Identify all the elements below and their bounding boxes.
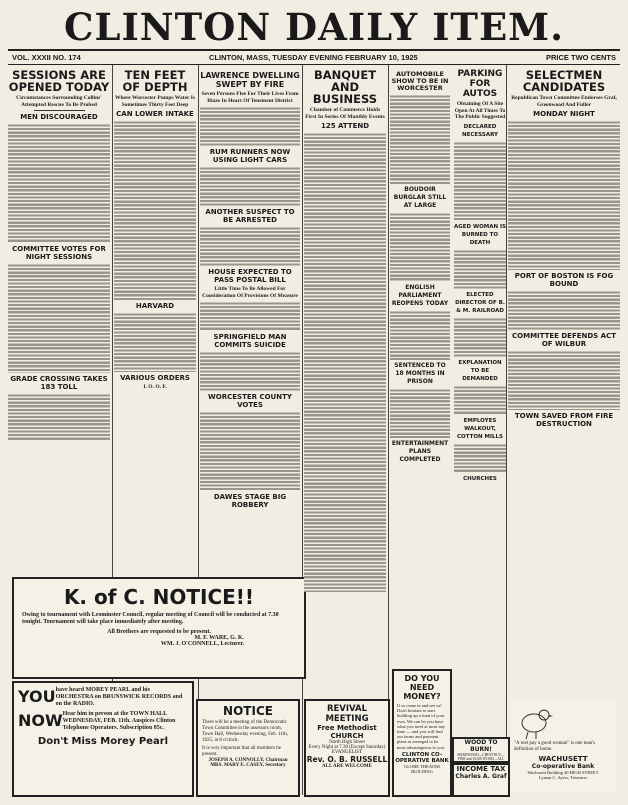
wood-ad [452,737,510,763]
sub-parliament: ENGLISH PARLIAMENT REOPENS TODAY [391,284,449,307]
column-5b [454,69,506,791]
bank-quote: "A reel pay a good woman" is one man's definition of home. [514,741,596,752]
article-text [200,166,300,206]
bank-name: Lyman C. Ayers, Treasurer [538,775,588,780]
kofc-sig1: M. F. WARE, G. K. [194,635,244,641]
article-text [390,212,450,282]
article-text [200,411,300,491]
columns [8,65,620,795]
bank-org2: Co-operative Bank [531,763,595,770]
article-text [8,123,110,243]
volume-number: VOL. XXXII NO. 174 [12,53,81,62]
sub-boudoir: BOUDOIR BURGLAR STILL AT LARGE [393,186,447,209]
wachusett-bank-ad [510,699,616,793]
article-text [304,132,386,592]
article-text [200,226,300,266]
deck-ten-feet: Where Worcester Pumps Water Is Sometimes Thirty Feet Deep [114,95,196,108]
headline-auto-show: AUTOMOBILE SHOW TO BE IN WORCESTER [391,70,449,92]
article-text [200,351,300,391]
column-2 [114,69,196,565]
bird-illustration-icon [514,701,554,741]
sub-aged-woman: AGED WOMAN IS BURNED TO DEATH [454,223,506,246]
notice-sig2: MRS. MARY E. CASEY, Secretary [210,763,286,768]
sub-another-suspect: ANOTHER SUSPECT TO BE ARRESTED [205,208,295,224]
article-text [114,312,196,372]
article-text [454,443,506,473]
article-text [454,141,506,221]
deck-postal-bill: Little Time To Be Allowed For Consideration Of Provisions Of Measure [202,286,298,299]
sub-town-saved: TOWN SAVED FROM FIRE DESTRUCTION [514,412,614,428]
sub-ioof: I. O. O. F. [143,384,167,390]
headline-selectmen: SELECTMEN CANDIDATES [522,69,606,94]
headline-parking: PARKING FOR AUTOS [457,69,503,99]
article-text [390,388,450,438]
headline-ten-feet: TEN FEET OF DEPTH [122,69,188,94]
kofc-line: All Brothers are requested to be present. [107,629,211,635]
article-text [508,290,620,330]
deck-parking: Obtaining Of A Site Open At All Times To The Public Suggested [454,101,506,120]
morey-text2: Hear him in person at the TOWN HALL WEDNESDAY, FEB. 11th. Auspices Clinton Telephone Operators. Subscription 85c. [62,711,176,731]
sub-monday-night: MONDAY NIGHT [533,110,595,118]
revival-title: REVIVAL MEETING [325,704,369,724]
morey-now: NOW [18,711,63,730]
article-text [8,393,110,441]
column-3 [200,69,300,695]
tax-title: INCOME TAX [456,765,506,773]
need-org1: CLINTON CO-OPERATIVE BANK [395,751,449,764]
wood-body: HARDWOOD—CHESTNUT—PINE and SLAB WOOD—ALL [457,753,505,761]
kofc-body: Owing to tournament with Leominster Council, regular meeting of Council will be conducted at 7.30 tonight. Tournament will take place immediately after meeting. [22,612,279,625]
bank-org1: WACHUSETT [538,755,588,763]
headline-sessions: SESSIONS ARE OPENED TODAY [8,69,110,94]
deck-lawrence: Seven Persons Flee For Their Lives From Blaze In Heart Of Tenement District [201,91,299,104]
sub-committee-defends: COMMITTEE DEFENDS ACT OF WILBUR [512,332,616,348]
deck-banquet: Chamber of Commerce Holds First In Series Of Monthly Events [305,107,385,120]
sub-postal-bill: HOUSE EXPECTED TO PASS POSTAL BILL [208,268,292,284]
article-text [200,301,300,331]
headline-lawrence: LAWRENCE DWELLING SWEPT BY FIRE [200,71,300,89]
price: PRICE TWO CENTS [545,53,616,62]
need-body: If so come in and see us! Don't hesitate to start building up a fund of your own. We can let you have what you need at most any time — and you will find our terms and payment plans as arranged to be most advantageous to you. [397,703,446,750]
newspaper-page [8,5,620,795]
kofc-title: K. of C. NOTICE!! [63,585,255,609]
sub-springfield: SPRINGFIELD MAN COMMITS SUICIDE [213,333,287,349]
sub-men-discouraged: MEN DISCOURAGED [20,113,98,121]
dateline [8,49,620,65]
need-title: DO YOU NEED MONEY? [403,674,441,701]
revival-line2: North High Street [329,740,365,745]
morey-pearl-ad [12,681,194,797]
sub-elected: ELECTED DIRECTOR OF B. & M. RAILROAD [455,291,505,314]
sub-explanation: EXPLANATION TO BE DEMANDED [458,359,502,382]
article-text [390,310,450,360]
revival-line3: Every Night at 7.30 (Except Saturday) [308,745,386,750]
revival-line5: ALL ARE WELCOME [322,764,372,769]
article-text [200,106,300,146]
town-committee-notice [196,699,300,797]
morey-you: YOU [18,687,56,706]
need-org2: GLOBE THEATER BUILDING [403,763,441,774]
sub-grade-crossing: GRADE CROSSING TAKES 183 TOLL [10,375,108,391]
sub-port-boston: PORT OF BOSTON IS FOG BOUND [514,272,614,288]
notice-body: There will be a meeting of the Democratic Town Committee in the assessors room, Town Hall, Wednesday evening, Feb. 11th, 1925, at 8 o'clock. [202,720,289,743]
article-text [508,350,620,410]
notice-body2: It is very important that all members be present. [202,746,282,757]
article-text [454,317,506,357]
sub-declared: DECLARED NECESSARY [461,123,498,138]
revival-line4: EVANGELIST [331,750,363,755]
article-text [508,120,620,270]
sub-committee-votes: COMMITTEE VOTES FOR NIGHT SESSIONS [12,245,106,261]
sub-entertainment: ENTERTAINMENT PLANS COMPLETED [391,440,449,463]
sub-various-orders: VARIOUS ORDERS [120,374,190,382]
morey-tag: Don't Miss Morey Pearl [37,736,169,747]
wood-title: WOOD TO BURN! [464,739,498,753]
kofc-sig2: WM. J. O'CONNELL, Lecturer. [160,641,244,647]
column-6 [508,69,620,695]
notice-title: NOTICE [223,704,273,718]
sub-lower-intake: CAN LOWER INTAKE [116,110,194,118]
article-text [114,120,196,300]
morey-text1: have heard MOREY PEARL and his ORCHESTRA on BRUNSWICK RECORDS and on the RADIO. [55,687,183,707]
deck-selectmen: Republican Town Committee Endorses Graf, Greenwood And Fuller [511,95,617,108]
masthead-title: CLINTON DAILY ITEM. [64,5,564,49]
revival-line1: Free Methodist CHURCH [317,724,377,740]
income-tax-ad [452,763,510,797]
sub-worcester-votes: WORCESTER COUNTY VOTES [208,393,292,409]
tax-name: Charles A. Graf [455,773,507,780]
notice-sig1: JOSEPH A. CONNOLLY, Chairman [208,758,288,763]
deck-sessions: Circumstances Surrounding Collins' Attempted Rescue To Be Probed [16,95,102,108]
article-text [390,94,450,184]
revival-name: Rev. O. B. RUSSELL [306,755,388,764]
sub-sentenced: SENTENCED TO 18 MONTHS IN PRISON [394,362,446,385]
sub-dawes: DAWES STAGE BIG ROBBERY [213,493,287,509]
sub-rum-runners: RUM RUNNERS NOW USING LIGHT CARS [209,148,291,164]
sub-harvard: HARVARD [135,302,175,310]
sub-125-attend: 125 ATTEND [320,122,370,130]
bank-addr: Wachusett Building 40 HIGH STREET [527,770,599,775]
article-text [8,263,110,373]
article-text [454,249,506,289]
headline-banquet: BANQUET AND BUSINESS [312,69,378,106]
sub-churches: CHURCHES [463,475,497,482]
column-4 [304,69,386,687]
place-date: CLINTON, MASS, TUESDAY EVENING FEBRUARY 10, 1925 [209,53,418,62]
revival-meeting-ad [304,699,390,797]
article-text [454,385,506,415]
need-money-ad [392,669,452,797]
sub-walkout: EMPLOYES WALKOUT, COTTON MILLS [456,417,504,440]
